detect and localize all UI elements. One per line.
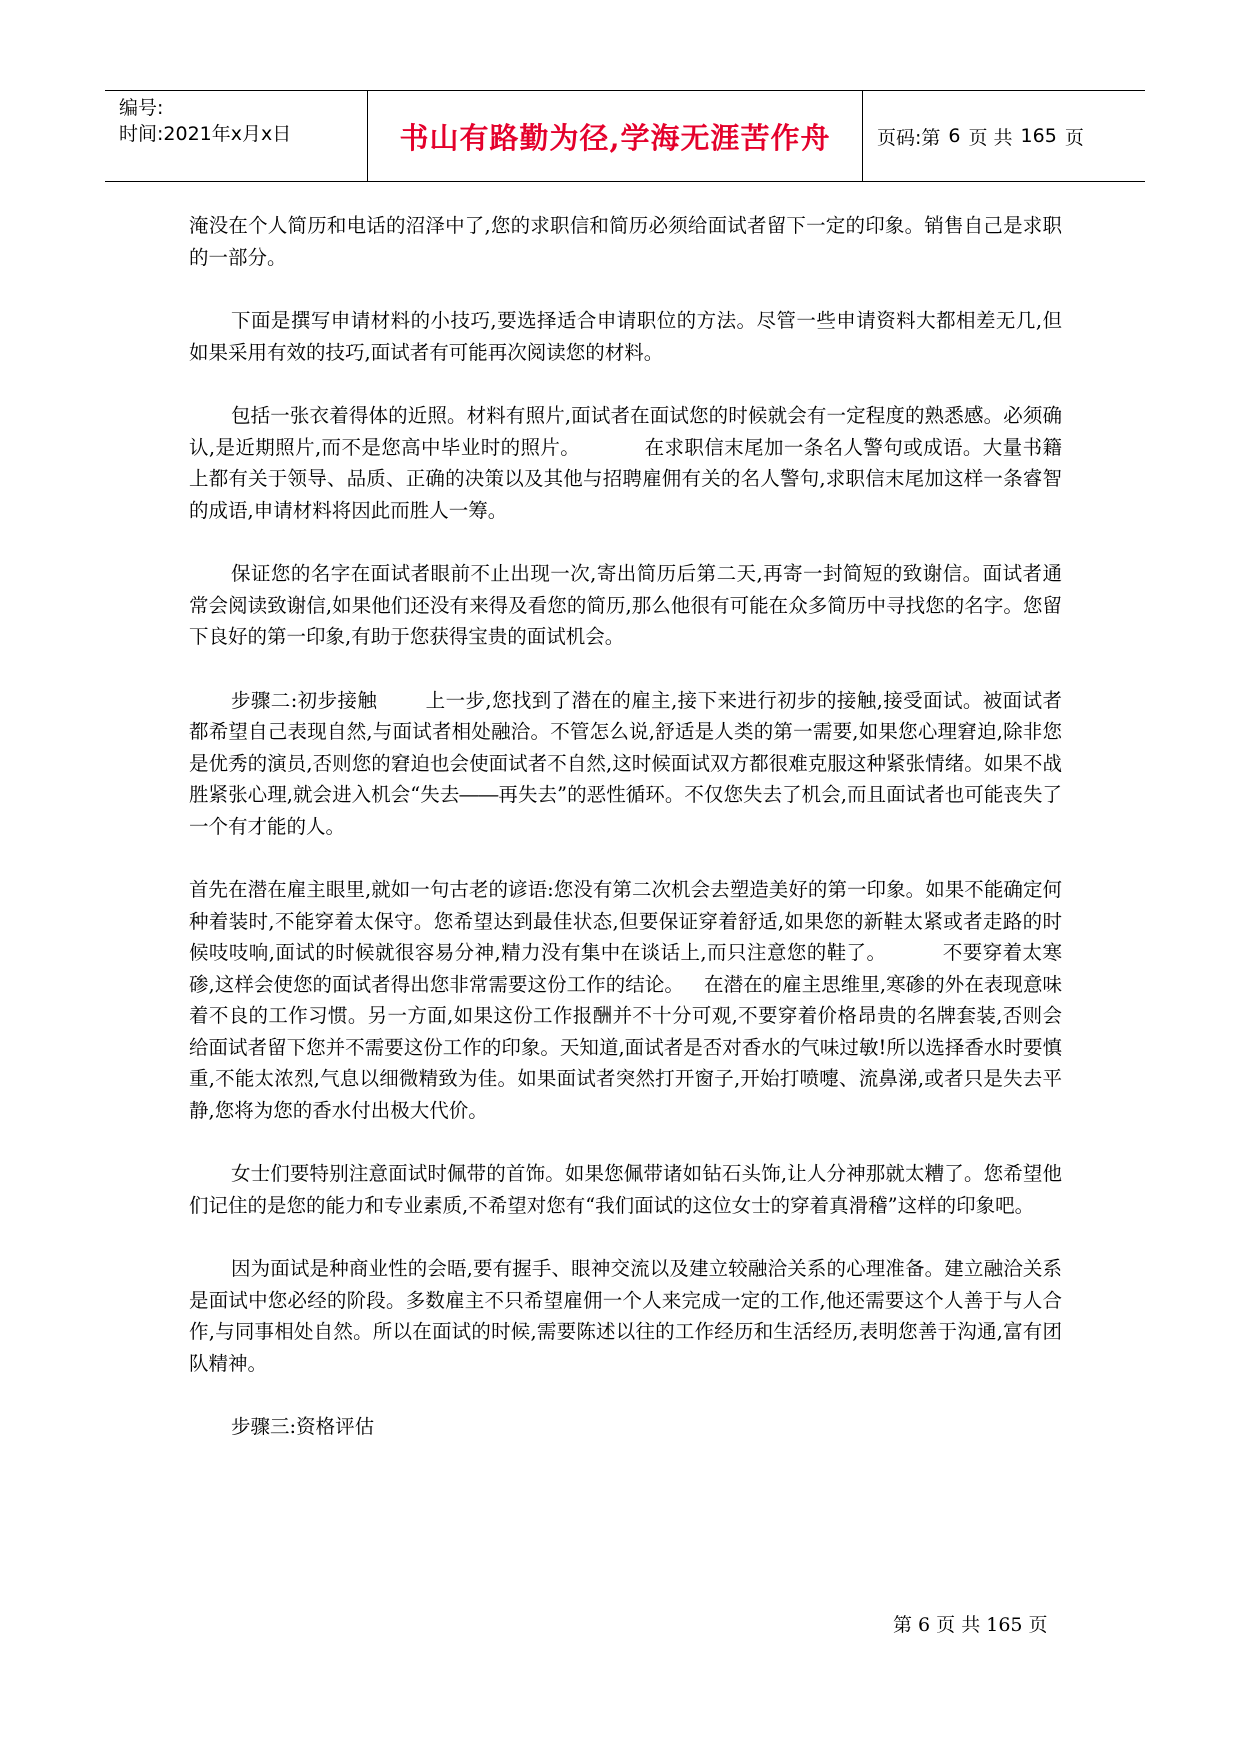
- page-label: 页码:第: [877, 126, 941, 149]
- paragraph: [189, 1411, 1062, 1443]
- paragraph: 保证您的名字在面试者眼前不止出现一次,寄出简历后第二天,再寄一封简短的致谢信。面试者通常会阅读致谢信,如果他们还没有来得及看您的简历,那么他很有可能在众多简历中寻找您的名字。您留下良好的第一印象,有助于您获得宝贵的面试机会。: [189, 562, 1062, 648]
- page-mid-label: 页 共: [968, 126, 1013, 149]
- motto-text: 书山有路勤为径,学海无涯苦作舟: [399, 120, 831, 155]
- paragraph: 因为面试是种商业性的会晤,要有握手、眼神交流以及建立较融洽关系的心理准备。建立融洽关系是面试中您必经的阶段。多数雇主不只希望雇佣一个人来完成一定的工作,他还需要这个人善于与人合作,与同事相处自然。所以在面试的时候,需要陈述以往的工作经历和生活经历,表明您善于沟通,富有团队精神。: [189, 1257, 1062, 1375]
- paragraph: 下面是撰写申请材料的小技巧,要选择适合申请职位的方法。尽管一些申请资料大都相差无几,但如果采用有效的技巧,面试者有可能再次阅读您的材料。: [189, 309, 1062, 364]
- header-meta-cell: [105, 91, 368, 181]
- paragraph: 步骤二:初步接触 上一步,您找到了潜在的雇主,接下来进行初步的接触,接受面试。被面试者都希望自己表现自然,与面试者相处融洽。不管怎么说,舒适是人类的第一需要,如果您心理窘迫,除非您是优秀的演员,否则您的窘迫也会使面试者不自然,这时候面试双方都很难克服这种紧张情绪。如果不战胜紧张心理,就会进入机会“失去――再失去”的恶性循环。不仅您失去了机会,而且面试者也可能丧失了一个有才能的人。: [189, 688, 1062, 838]
- document-body: [189, 210, 1062, 1475]
- step-heading: 步骤二:初步接触: [231, 688, 378, 712]
- paragraph: 首先在潜在雇主眼里,就如一句古老的谚语:您没有第二次机会去塑造美好的第一印象。如果不能确定何种着装时,不能穿着太保守。您希望达到最佳状态,但要保证穿着舒适,如果您的新鞋太紧或者走路的时候吱吱响,面试的时候就很容易分神,精力没有集中在谈话上,而只注意您的鞋了。 不要穿着太寒碜,这样会使您的面试者得出您非常需要这份工作的结论。 在潜在的雇主思维里,寒碜的外在表现意味着不良的工作习惯。另一方面,如果这份工作报酬并不十分可观,不要穿着价格昂贵的名牌套装,否则会给面试者留下您并不需要这份工作的印象。天知道,面试者是否对香水的气味过敏!所以选择香水时要慎重,不能太浓烈,气息以细微精致为佳。如果面试者突然打开窗子,开始打喷嚏、流鼻涕,或者只是失去平静,您将为您的香水付出极大代价。: [189, 878, 1063, 1122]
- paragraph: 女士们要特别注意面试时佩带的首饰。如果您佩带诸如钻石头饰,让人分神那就太糟了。您希望他们记住的是您的能力和专业素质,不希望对您有“我们面试的这位女士的穿着真滑稽”这样的印象吧。: [189, 1162, 1062, 1217]
- page-header: [105, 90, 1145, 182]
- serial-label: 编号:: [119, 97, 164, 119]
- page-footer: 第 6 页 共 165 页: [893, 1614, 1048, 1636]
- paragraph: 包括一张衣着得体的近照。材料有照片,面试者在面试您的时候就会有一定程度的熟悉感。必须确认,是近期照片,而不是您高中毕业时的照片。 在求职信末尾加一条名人警句或成语。大量书籍上都有关于领导、品质、正确的决策以及其他与招聘雇佣有关的名人警句,求职信末尾加这样一条睿智的成语,申请材料将因此而胜人一筹。: [189, 404, 1062, 522]
- page-total: 165: [1020, 125, 1057, 147]
- header-motto-cell: [368, 91, 863, 181]
- page-number: 6: [948, 125, 961, 147]
- time-label: 时间:2021年x月x日: [119, 123, 292, 145]
- page-end-label: 页: [1064, 126, 1084, 149]
- header-page-cell: [863, 91, 1145, 181]
- step-heading: 步骤三:资格评估: [231, 1415, 375, 1438]
- paragraph: 淹没在个人简历和电话的沼泽中了,您的求职信和简历必须给面试者留下一定的印象。销售自己是求职的一部分。: [189, 214, 1062, 269]
